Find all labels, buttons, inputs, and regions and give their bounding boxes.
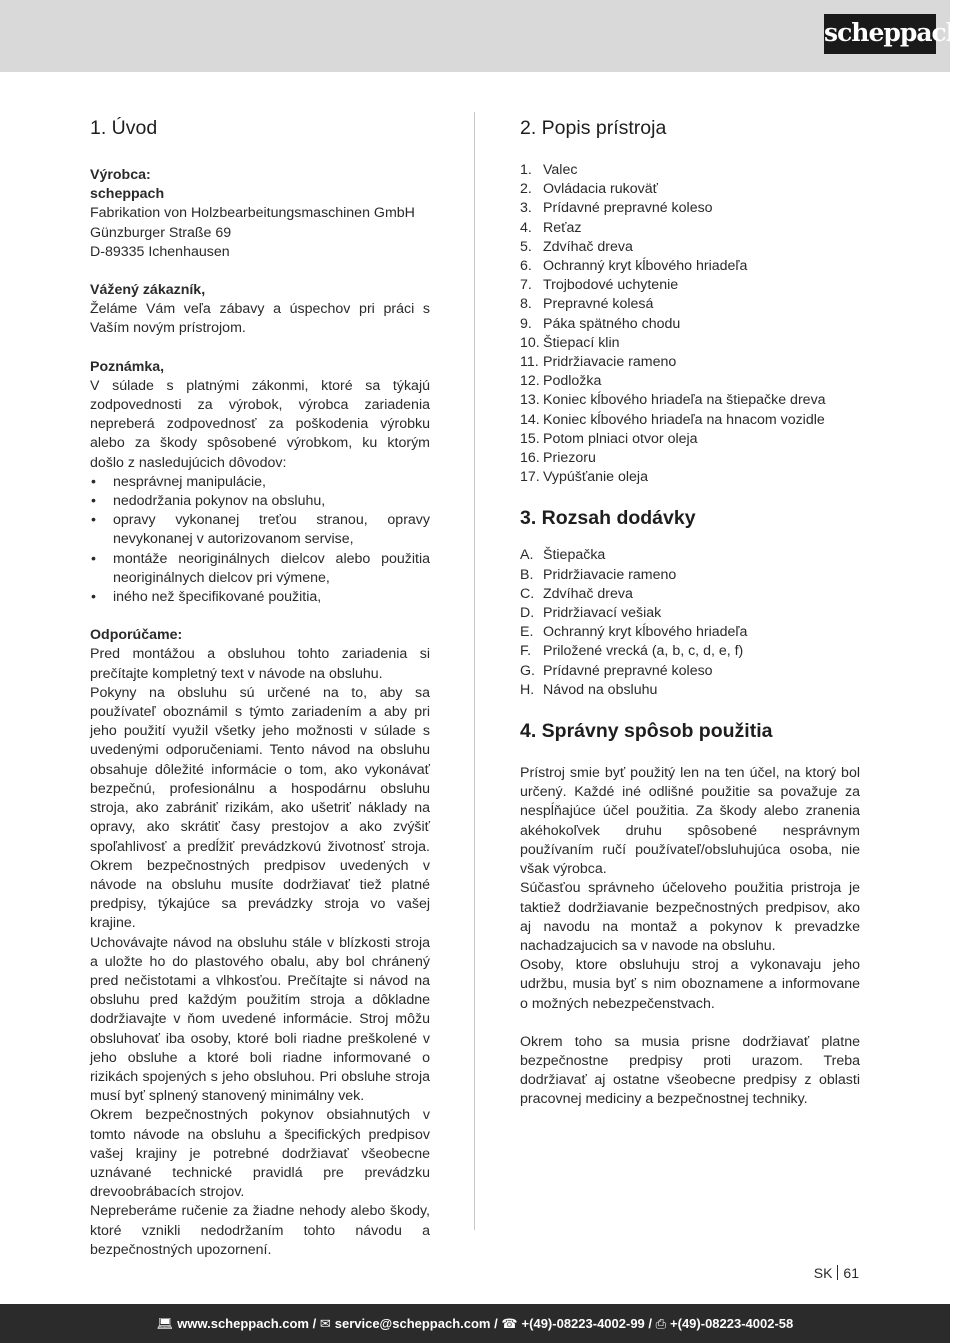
list-item: H. Návod na obsluhu (520, 681, 658, 698)
list-item: • opravy vykonanej treťou stranou, opravy nevykonanej v autorizovanom servise, (90, 511, 430, 549)
fax-number: +(49)-08223-4002-58 (670, 1316, 794, 1331)
phone-number: +(49)-08223-4002-99 / (521, 1316, 652, 1331)
left-column (90, 112, 430, 1260)
note-text: V súlade s platnými zákonmi, ktoré sa týkajú zodpovednosti za výrobok, výrobca zariadenia nepreberá zodpovednosť za poškodenia výrobku alebo za škody spôsobené výrobkom, ku ktorým došlo z nasledujúcich dôvodov: (90, 377, 430, 471)
list-item: 2. Ovládacia rukoväť (520, 181, 658, 198)
greeting-label: Vážený zákazník, (90, 282, 206, 299)
recommend-paragraph: Pred montážou a obsluhou tohto zariadenia si prečítajte kompletný text v návode na obsluhu. (90, 646, 430, 682)
address-line: Günzburger Straße 69 (90, 224, 232, 241)
list-item: • iného než špecifikované použitia, (90, 588, 430, 607)
list-item: • montáže neoriginálnych dielcov alebo použitia neoriginálnych dielcov pri výmene, (90, 550, 430, 588)
recommend-block (90, 626, 430, 1260)
note-block (90, 358, 430, 608)
address-line: Fabrikation von Holzbearbeitungsmaschinen GmbH (90, 205, 415, 222)
list-item: 4. Reťaz (520, 219, 582, 236)
page-number: 61 (843, 1265, 859, 1281)
list-item: D. Pridržiavací vešiak (520, 605, 662, 622)
page-separator (837, 1265, 838, 1280)
greeting-block (90, 281, 430, 339)
section-4-title: 4. Správny spôsob použitia (520, 720, 773, 743)
manufacturer-block (90, 166, 430, 262)
list-item: 8. Prepravné kolesá (520, 296, 654, 313)
address-line: D-89335 Ichenhausen (90, 243, 230, 260)
recommend-paragraph: Pokyny na obsluhu sú určené na to, aby sa používateľ oboznámil s týmto zariadením a aby pri jeho použití využil všetky jeho možnosti v súlade s uvedenými odporučeniami. Tento návod na obsluhu obsahuje dôležité informácie o tom, ako vykonávať bezpečnú, profesionálnu a hospodárnu obsluhu stroja, ako zabrániť rizikám, ako ušetriť náklady na opravy, ako skrátiť časy prestojov a ako zvýšiť spoľahlivosť a predĺžiť prevádzkovú životnosť stroja. Okrem bezpečnostných predpisov uvedených v návode na obsluhu musíte dodržiavať tiež platné predpisy, týkajúce sa prevádzky stroja vo vašej krajine. (90, 684, 430, 932)
list-item: • nesprávnej manipulácie, (90, 473, 430, 492)
usage-paragraph: Prístroj smie byť použitý len na ten účel, na ktorý bol určený. Každé iné odlišné použitie sa považuje za nespĺňajúce účel použitia. Za škody alebo zranenia akéhokoľvek druhu spôsobené nesprávnym používaním ručí používateľ/obsluhujúca osoba, nie však výrobca. (520, 765, 860, 878)
list-item: 1. Valec (520, 162, 578, 178)
list-item: F. Priložené vrecká (a, b, c, d, e, f) (520, 643, 744, 660)
manufacturer-label: Výrobca: (90, 167, 151, 183)
list-item: • nedodržania pokynov na obsluhu, (90, 492, 430, 511)
usage-block (520, 764, 860, 1014)
list-item: B. Pridržiavacie rameno (520, 566, 677, 583)
recommend-paragraph: Okrem bezpečnostných pokynov obsiahnutých v tomto návode na obsluhu a špecifických predpisov vašej krajiny je potrebné dodržiavať všeobecne uznávané technické pravidlá pre prevádzku drevoobrábacích strojov. (90, 1107, 430, 1201)
section-1-title: 1. Úvod (90, 117, 158, 139)
column-divider (474, 112, 475, 1230)
website-link[interactable]: www.scheppach.com / (177, 1316, 317, 1331)
list-item: 7. Trojbodové uchytenie (520, 277, 679, 294)
recommend-paragraph: Uchovávajte návod na obsluhu stále v blízkosti stroja a uložte ho do plastového obalu, aby bol chránený pred nečistotami a vlhkosťou. Prečítajte si návod na obsluhu pred každým použitím stroja a dôkladne dodržiavajte v ňom uvedené informácie. Stroj môžu obsluhovať iba osoby, ktoré boli riadne preškolené v jeho obsluhe a ktoré boli riadne informované o rizikách spojených s jeho obsluhou. Pri obsluhe stroja musí byť splnený stanovený minimálny vek. (90, 934, 430, 1105)
right-column (520, 112, 860, 1110)
parts-list (520, 161, 860, 487)
fax-icon: ⎙ (655, 1316, 667, 1331)
recommend-paragraph: Nepreberáme ručenie za žiadne nehody alebo škody, ktoré vznikli nedodržaním tohto návodu a bezpečnostných upozornení. (90, 1203, 430, 1258)
list-item: 11. Pridržiavacie rameno (520, 354, 677, 371)
computer-icon: 💻︎ (156, 1316, 174, 1331)
greeting-text: Želáme Vám veľa zábavy a úspechov pri práci s Vaším novým prístrojom. (90, 301, 430, 337)
list-item: 9. Páka spätného chodu (520, 315, 681, 332)
list-item: 13. Koniec kĺbového hriadeľa na štiepačke dreva (520, 392, 826, 409)
usage-paragraph: Osoby, ktore obsluhuju stroj a vykonavaju jeho udržbu, musia byť s nim oboznamene a informovane o možných nebezpečenstvach. (520, 957, 860, 1012)
envelope-icon: ✉︎ (319, 1316, 331, 1331)
list-item: G. Prídavné prepravné koleso (520, 662, 713, 679)
list-item: 14. Koniec kĺbového hriadeľa na hnacom vozidle (520, 411, 825, 428)
manufacturer-name: scheppach (90, 186, 165, 203)
list-item: C. Zdvíhač dreva (520, 585, 633, 602)
email-link[interactable]: service@scheppach.com / (334, 1316, 498, 1331)
section-2-title: 2. Popis prístroja (520, 117, 667, 139)
list-item: 5. Zdvíhač dreva (520, 238, 633, 255)
header-bar (0, 0, 963, 72)
list-item: 16. Priezoru (520, 450, 596, 467)
footer-contact-bar (0, 1304, 950, 1343)
note-bullet-list (90, 473, 430, 607)
phone-icon: ☎︎ (501, 1316, 518, 1331)
usage-final-paragraph: Okrem toho sa musia prisne dodržiavať platne bezpečnostne predpisy proti urazom. Treba dodržiavať aj ostatne všeobecne predpisy z oblasti pracovnej mediciny a bezpečnostnej techniky. (520, 1033, 860, 1108)
list-item: 12. Podložka (520, 373, 602, 390)
delivery-list (520, 546, 860, 700)
recommend-label: Odporúčame: (90, 627, 183, 644)
page-indicator (814, 1265, 859, 1281)
list-item: 15. Potom plniaci otvor oleja (520, 430, 698, 447)
scheppach-logo: scheppach (824, 14, 936, 54)
list-item: 10. Štiepací klin (520, 334, 620, 351)
usage-paragraph: Súčasťou správneho účeloveho použitia pristroja je taktiež dodržiavanie bezpečnostných predpisov, ako aj navodu na montaž a pokynov k prevadzke nachadzajucich sa v navode na obsluhu. (520, 880, 860, 954)
list-item: 17. Vypúšťanie oleja (520, 469, 648, 486)
note-label: Poznámka, (90, 358, 165, 375)
list-item: E. Ochranný kryt kĺbového hriadeľa (520, 624, 748, 641)
list-item: 3. Prídavné prepravné koleso (520, 200, 713, 217)
section-3-title: 3. Rozsah dodávky (520, 507, 696, 530)
list-item: 6. Ochranný kryt kĺbového hriadeľa (520, 258, 748, 275)
list-item: A. Štiepačka (520, 547, 606, 564)
language-code: SK (813, 1265, 833, 1281)
